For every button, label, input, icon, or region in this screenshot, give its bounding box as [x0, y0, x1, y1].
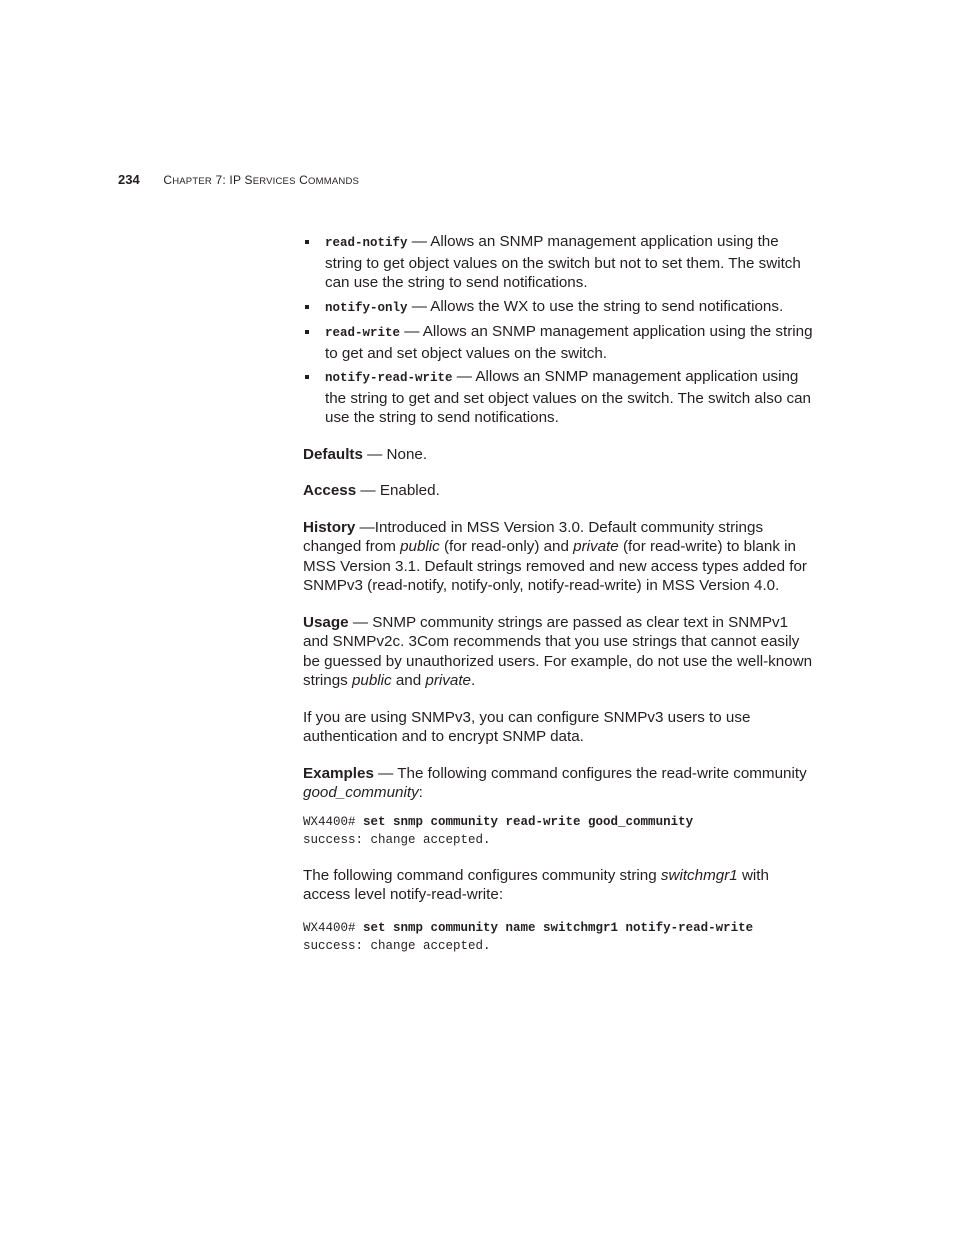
code-example-1: WX4400# set snmp community read-write good_community success: change accepted.: [303, 814, 694, 847]
list-item: [303, 297, 815, 319]
option-term: read-write: [325, 326, 401, 340]
list-item: [303, 367, 815, 428]
option-term: notify-only: [325, 300, 408, 315]
access-paragraph: Access — Enabled.: [303, 482, 440, 499]
example2-paragraph: The following command configures community string switchmgr1 with access level notify-read-write:: [303, 866, 769, 903]
list-item: [303, 322, 815, 363]
list-item: [303, 232, 815, 293]
option-list: [303, 232, 815, 428]
bullet-icon: [305, 375, 309, 379]
examples-paragraph: Examples — The following command configures the read-write community good_community:: [303, 764, 807, 801]
option-desc: — Allows the WX to use the string to send notifications.: [407, 297, 784, 315]
chapter-title: CHAPTER 7: IP SERVICES COMMANDS: [163, 173, 360, 187]
page-number: 234: [118, 172, 140, 187]
snmpv3-note: If you are using SNMPv3, you can configure SNMPv3 users to use authentication and to encrypt SNMP data.: [303, 708, 751, 745]
option-desc: — Allows an SNMP management application using the string to get and set object values on the switch. The switch also can use the string to send notifications.: [325, 368, 811, 426]
option-term: notify-read-write: [325, 371, 453, 385]
option-desc: — Allows an SNMP management application using the string to get and set object values on the switch.: [325, 323, 813, 362]
bullet-icon: [305, 305, 309, 309]
bullet-icon: [305, 330, 309, 334]
code-example-2: WX4400# set snmp community name switchmgr1 notify-read-write success: change accepted.: [303, 920, 754, 953]
bullet-icon: [305, 240, 309, 244]
option-desc: — Allows an SNMP management application using the string to get object values on the switch but not to set them. The switch can use the string to send notifications.: [325, 233, 801, 291]
usage-paragraph: Usage — SNMP community strings are passed as clear text in SNMPv1 and SNMPv2c. 3Com recommends that you use strings that cannot easily be guessed by unauthorized users. For example, do not use the well-known strings public and private.: [303, 613, 813, 689]
history-paragraph: History —Introduced in MSS Version 3.0. Default community strings changed from public (for read-only) and private (for read-write) to blank in MSS Version 3.1. Default strings removed and new access types added for SNMPv3 (read-notify, notify-only, notify-read-write) in MSS Version 4.0.: [303, 518, 807, 594]
defaults-paragraph: Defaults — None.: [303, 445, 428, 463]
running-header: [118, 172, 359, 187]
page-body: [303, 232, 815, 972]
option-term: read-notify: [325, 236, 408, 250]
